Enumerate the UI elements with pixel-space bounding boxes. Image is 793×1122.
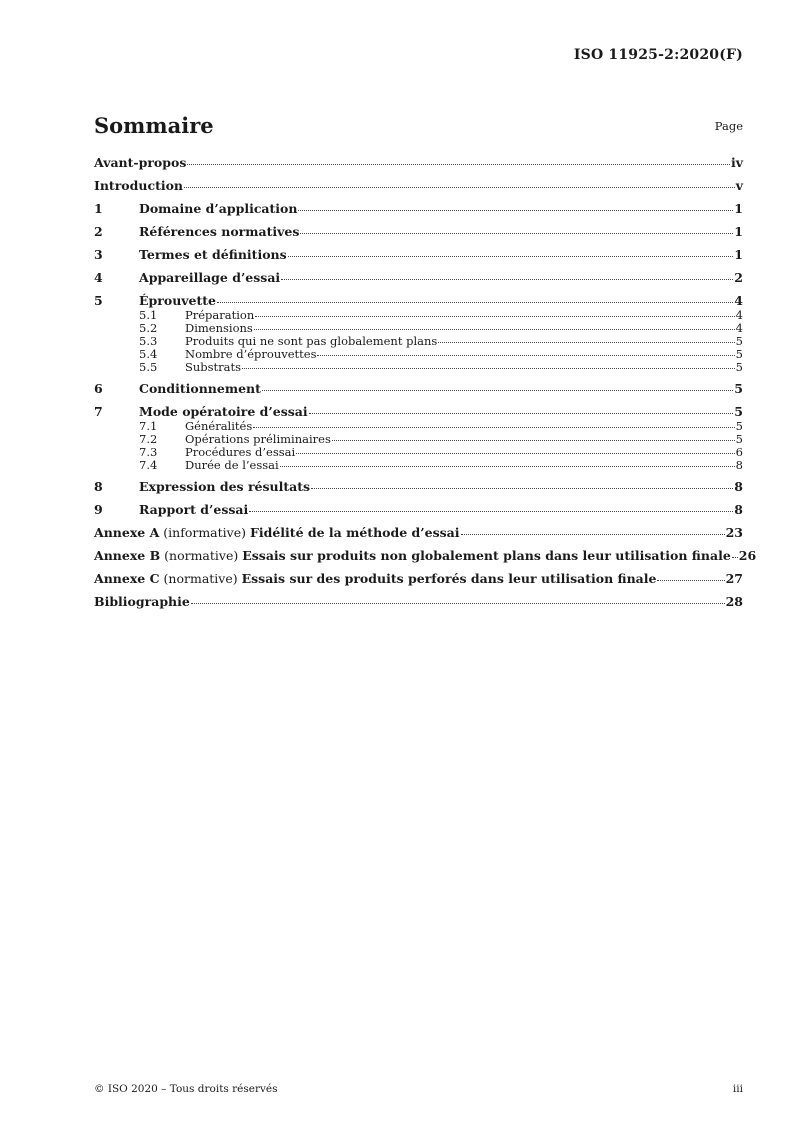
toc-leader-dots <box>254 328 735 330</box>
toc-subentry-page: 6 <box>735 445 743 459</box>
toc-leader-dots <box>732 556 738 558</box>
toc-subentry-label: Durée de l’essai <box>185 458 279 472</box>
toc-entry-introduction[interactable] <box>94 178 743 194</box>
toc-subentry-label: Opérations préliminaires <box>185 432 331 446</box>
toc-subentry-number: 5.2 <box>139 321 158 335</box>
toc-subentry-number: 7.4 <box>139 458 158 472</box>
toc-subentry-label: Généralités <box>185 419 253 433</box>
annex-prefix: Annexe C <box>94 571 160 586</box>
toc-entry-label: Conditionnement <box>139 381 261 396</box>
table-of-contents <box>94 155 757 610</box>
toc-leader-dots <box>461 533 725 535</box>
toc-leader-dots <box>332 439 735 441</box>
toc-subentry-label: Procédures d’essai <box>185 445 296 459</box>
toc-subentry-number: 5.3 <box>139 334 158 348</box>
toc-subentry-number: 5.5 <box>139 360 158 374</box>
toc-entry-label: Références normatives <box>139 224 300 239</box>
toc-entry-page: 28 <box>725 594 743 609</box>
toc-entry-page: v <box>735 178 743 193</box>
toc-annex-label <box>94 571 656 587</box>
toc-entry-1[interactable] <box>94 201 743 217</box>
annex-prefix: Annexe A <box>94 525 160 540</box>
footer-page-number: iii <box>732 1083 743 1095</box>
toc-subentry-5-5[interactable] <box>94 361 743 374</box>
toc-subentry-7-4[interactable] <box>94 459 743 472</box>
annex-title: Essais sur produits non globalement plans dans leur utilisation finale <box>242 548 731 563</box>
toc-entry-label: Éprouvette <box>139 293 216 308</box>
toc-entry-page: 26 <box>738 548 757 563</box>
toc-entry-page: 2 <box>734 270 743 285</box>
toc-entry-6[interactable] <box>94 381 743 397</box>
toc-leader-dots <box>311 487 733 489</box>
toc-leader-dots <box>300 232 733 234</box>
annex-prefix: Annexe B <box>94 548 161 563</box>
toc-leader-dots <box>298 209 733 211</box>
toc-subentry-number: 5.1 <box>139 308 158 322</box>
toc-subentry-page: 5 <box>735 419 743 433</box>
toc-entry-number: 5 <box>94 293 103 308</box>
toc-entry-4[interactable] <box>94 270 743 286</box>
toc-subentry-number: 7.1 <box>139 419 158 433</box>
page-title: Sommaire <box>94 113 214 138</box>
toc-annex-label <box>94 525 460 541</box>
toc-leader-dots <box>657 579 724 581</box>
toc-entry-annexe-a[interactable] <box>94 525 743 541</box>
toc-leader-dots <box>288 255 734 257</box>
toc-entry-8[interactable] <box>94 479 743 495</box>
toc-entry-number: 3 <box>94 247 103 262</box>
toc-subentry-page: 4 <box>735 308 743 322</box>
toc-subentry-label: Nombre d’éprouvettes <box>185 347 317 361</box>
toc-leader-dots <box>262 389 733 391</box>
toc-entry-number: 2 <box>94 224 103 239</box>
toc-leader-dots <box>191 602 725 604</box>
toc-entry-page: 1 <box>734 247 743 262</box>
toc-leader-dots <box>280 465 735 467</box>
toc-entry-page: 8 <box>734 479 743 494</box>
toc-entry-9[interactable] <box>94 502 743 518</box>
page-column-label: Page <box>714 119 743 133</box>
toc-subentry-label: Préparation <box>185 308 255 322</box>
toc-subentry-number: 7.3 <box>139 445 158 459</box>
toc-entry-page: 8 <box>734 502 743 517</box>
footer-copyright: © ISO 2020 – Tous droits réservés <box>94 1083 278 1095</box>
toc-entry-number: 7 <box>94 404 103 419</box>
toc-entry-page: 1 <box>734 201 743 216</box>
toc-entry-5[interactable] <box>94 293 743 309</box>
toc-leader-dots <box>281 278 733 280</box>
toc-leader-dots <box>184 186 735 188</box>
toc-subentry-page: 8 <box>735 458 743 472</box>
toc-leader-dots <box>309 412 734 414</box>
toc-entry-page: 5 <box>734 404 743 419</box>
toc-leader-dots <box>317 354 734 356</box>
toc-leader-dots <box>187 163 730 165</box>
toc-entry-page: iv <box>730 155 743 170</box>
annex-type: (informative) <box>163 525 246 540</box>
toc-entry-annexe-b[interactable] <box>94 548 757 564</box>
toc-entry-label: Domaine d’application <box>139 201 298 216</box>
toc-entry-label: Termes et définitions <box>139 247 287 262</box>
document-id: ISO 11925-2:2020(F) <box>573 47 743 63</box>
toc-subentry-label: Substrats <box>185 360 242 374</box>
toc-entry-label: Introduction <box>94 178 184 193</box>
toc-subentry-label: Produits qui ne sont pas globalement plans <box>185 334 438 348</box>
toc-leader-dots <box>217 301 733 303</box>
toc-entry-number: 4 <box>94 270 103 285</box>
annex-title: Essais sur des produits perforés dans leur utilisation finale <box>241 571 657 586</box>
toc-leader-dots <box>242 367 735 369</box>
toc-leader-dots <box>438 341 734 343</box>
toc-entry-number: 1 <box>94 201 103 216</box>
toc-entry-avant-propos[interactable] <box>94 155 743 171</box>
toc-entry-page: 23 <box>725 525 743 540</box>
toc-entry-2[interactable] <box>94 224 743 240</box>
toc-entry-bibliographie[interactable] <box>94 594 743 610</box>
toc-entry-number: 8 <box>94 479 103 494</box>
toc-leader-dots <box>255 315 734 317</box>
toc-subentry-page: 4 <box>735 321 743 335</box>
toc-leader-dots <box>296 452 734 454</box>
toc-subentry-label: Dimensions <box>185 321 253 335</box>
toc-entry-label: Rapport d’essai <box>139 502 249 517</box>
toc-subentry-number: 7.2 <box>139 432 158 446</box>
toc-entry-page: 27 <box>725 571 743 586</box>
toc-entry-label: Mode opératoire d’essai <box>139 404 308 419</box>
toc-entry-page: 5 <box>734 381 743 396</box>
toc-entry-annexe-c[interactable] <box>94 571 743 587</box>
annex-type: (normative) <box>164 548 239 563</box>
toc-entry-number: 6 <box>94 381 103 396</box>
toc-entry-number: 9 <box>94 502 103 517</box>
toc-leader-dots <box>249 510 733 512</box>
toc-entry-page: 1 <box>734 224 743 239</box>
toc-entry-label: Bibliographie <box>94 594 190 609</box>
toc-annex-label <box>94 548 731 564</box>
toc-entry-label: Expression des résultats <box>139 479 311 494</box>
toc-subentry-page: 5 <box>735 432 743 446</box>
toc-subentry-page: 5 <box>735 360 743 374</box>
toc-entry-3[interactable] <box>94 247 743 263</box>
annex-type: (normative) <box>163 571 238 586</box>
toc-subentry-number: 5.4 <box>139 347 158 361</box>
toc-subentry-page: 5 <box>735 347 743 361</box>
toc-entry-label: Avant-propos <box>94 155 187 170</box>
toc-entry-7[interactable] <box>94 404 743 420</box>
toc-entry-label: Appareillage d’essai <box>139 270 281 285</box>
toc-leader-dots <box>253 426 734 428</box>
toc-subentry-page: 5 <box>735 334 743 348</box>
toc-entry-page: 4 <box>734 293 743 308</box>
annex-title: Fidélité de la méthode d’essai <box>249 525 460 540</box>
